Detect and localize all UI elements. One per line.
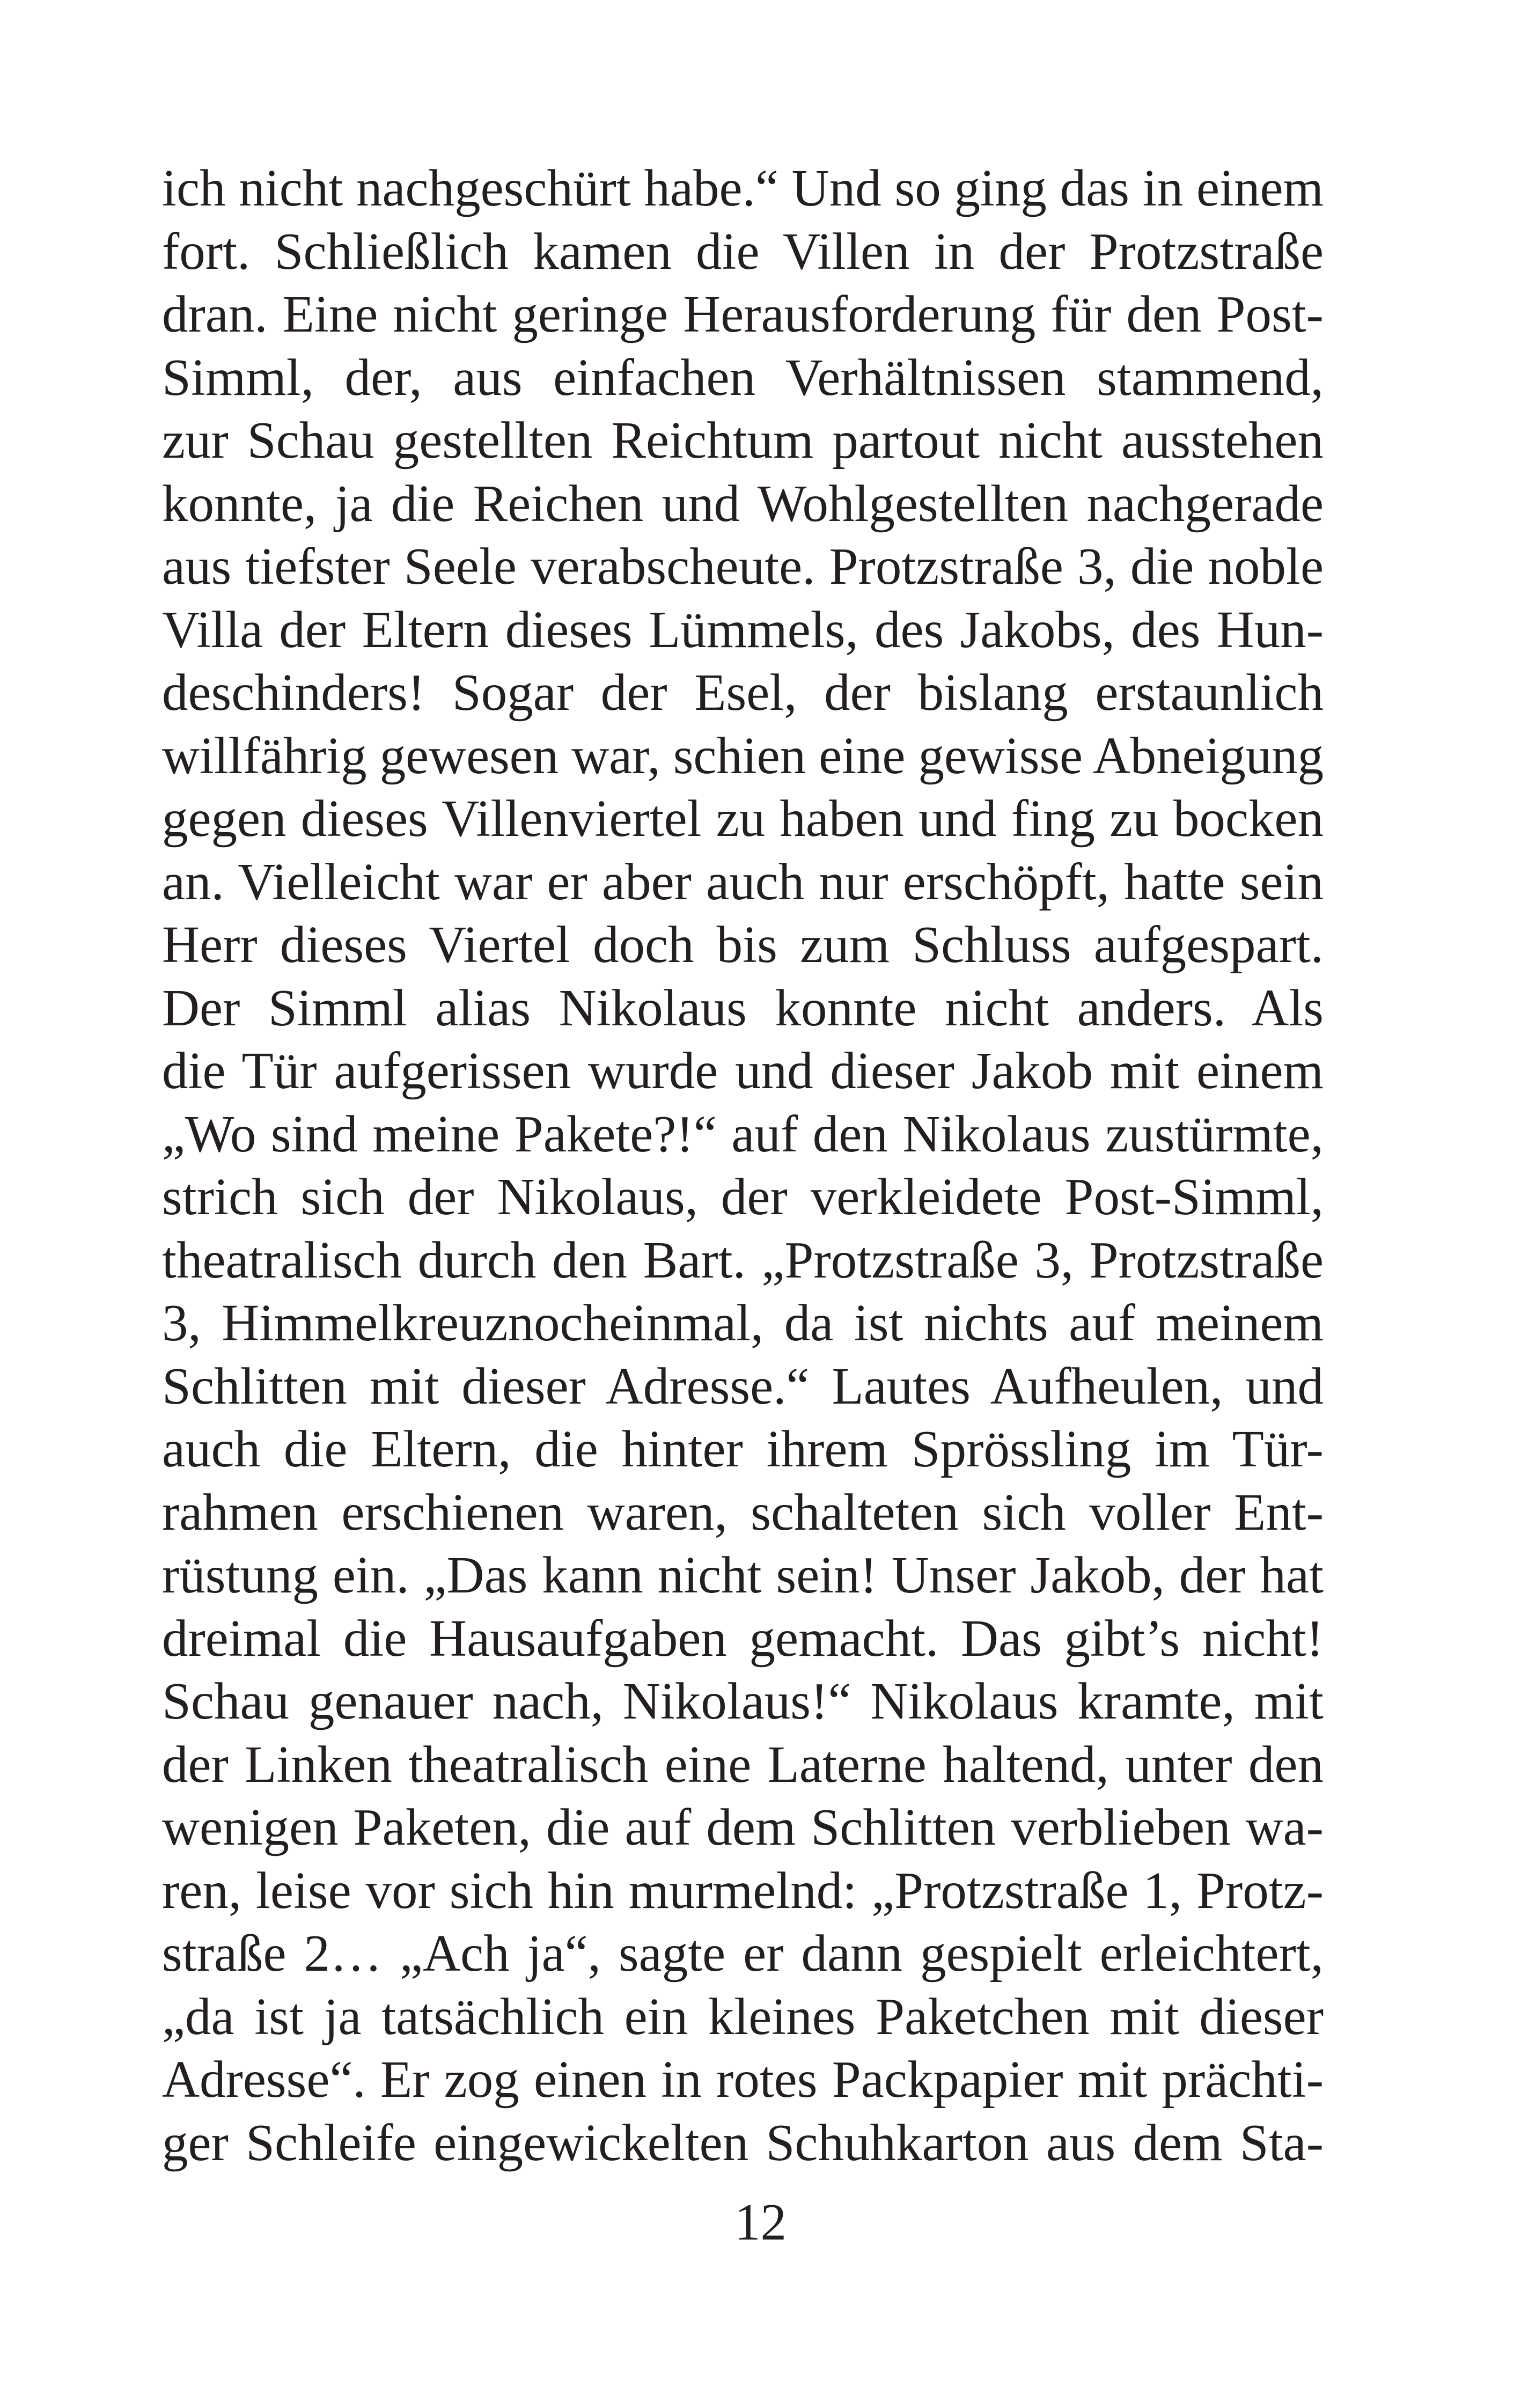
text-line: rahmen erschienen waren, schalteten sich voller Ent- <box>162 1483 1324 1541</box>
text-line: „da ist ja tatsächlich ein kleines Paketchen mit dieser <box>162 1987 1324 2045</box>
text-line: Schlitten mit dieser Adresse.“ Lautes Aufheulen, und <box>162 1357 1324 1415</box>
text-line: dreimal die Hausaufgaben gemacht. Das gibt’s nicht! <box>162 1609 1324 1667</box>
text-line: an. Vielleicht war er aber auch nur erschöpft, hatte sein <box>162 853 1324 911</box>
text-line: wenigen Paketen, die auf dem Schlitten verblieben wa- <box>162 1798 1324 1856</box>
text-line: deschinders! Sogar der Esel, der bislang erstaunlich <box>162 664 1324 721</box>
text-line: rüstung ein. „Das kann nicht sein! Unser Jakob, der hat <box>162 1546 1324 1604</box>
text-line: ger Schleife eingewickelten Schuhkarton aus dem Sta- <box>162 2113 1324 2171</box>
text-line: fort. Schließlich kamen die Villen in der Protzstraße <box>162 222 1324 280</box>
text-line: straße 2… „Ach ja“, sagte er dann gespielt erleichtert, <box>162 1925 1324 1982</box>
text-line: aus tiefster Seele verabscheute. Protzstraße 3, die noble <box>162 538 1324 595</box>
text-line: die Tür aufgerissen wurde und dieser Jakob mit einem <box>162 1042 1324 1099</box>
text-line: Der Simml alias Nikolaus konnte nicht anders. Als <box>162 979 1324 1037</box>
body-text <box>162 157 1324 2174</box>
text-line: 3, Himmelkreuznocheinmal, da ist nichts auf meinem <box>162 1294 1324 1352</box>
text-line: willfährig gewesen war, schien eine gewisse Abneigung <box>162 726 1324 784</box>
text-line: auch die Eltern, die hinter ihrem Sprössling im Tür- <box>162 1420 1324 1478</box>
text-line: konnte, ja die Reichen und Wohlgestellten nachgerade <box>162 474 1324 532</box>
text-line: theatralisch durch den Bart. „Protzstraße 3, Protzstraße <box>162 1231 1324 1289</box>
text-line: Herr dieses Viertel doch bis zum Schluss aufgespart. <box>162 916 1324 973</box>
text-line: „Wo sind meine Pakete?!“ auf den Nikolaus zustürmte, <box>162 1105 1324 1163</box>
text-line: ich nicht nachgeschürt habe.“ Und so ging das in einem <box>162 159 1324 217</box>
text-line: gegen dieses Villenviertel zu haben und fing zu bocken <box>162 790 1324 847</box>
text-line: Villa der Eltern dieses Lümmels, des Jakobs, des Hun- <box>162 600 1324 658</box>
text-line: ren, leise vor sich hin murmelnd: „Protzstraße 1, Protz- <box>162 1861 1324 1919</box>
text-line: strich sich der Nikolaus, der verkleidete Post-Simml, <box>162 1168 1324 1225</box>
text-line: Simml, der, aus einfachen Verhältnissen stammend, <box>162 348 1324 406</box>
text-line: zur Schau gestellten Reichtum partout nicht ausstehen <box>162 412 1324 469</box>
text-line: Adresse“. Er zog einen in rotes Packpapier mit prächti- <box>162 2051 1324 2108</box>
text-line: der Linken theatralisch eine Laterne haltend, unter den <box>162 1735 1324 1793</box>
text-line: dran. Eine nicht geringe Herausforderung für den Post- <box>162 285 1324 343</box>
page-number: 12 <box>734 2193 787 2251</box>
text-line: Schau genauer nach, Nikolaus!“ Nikolaus kramte, mit <box>162 1672 1324 1730</box>
